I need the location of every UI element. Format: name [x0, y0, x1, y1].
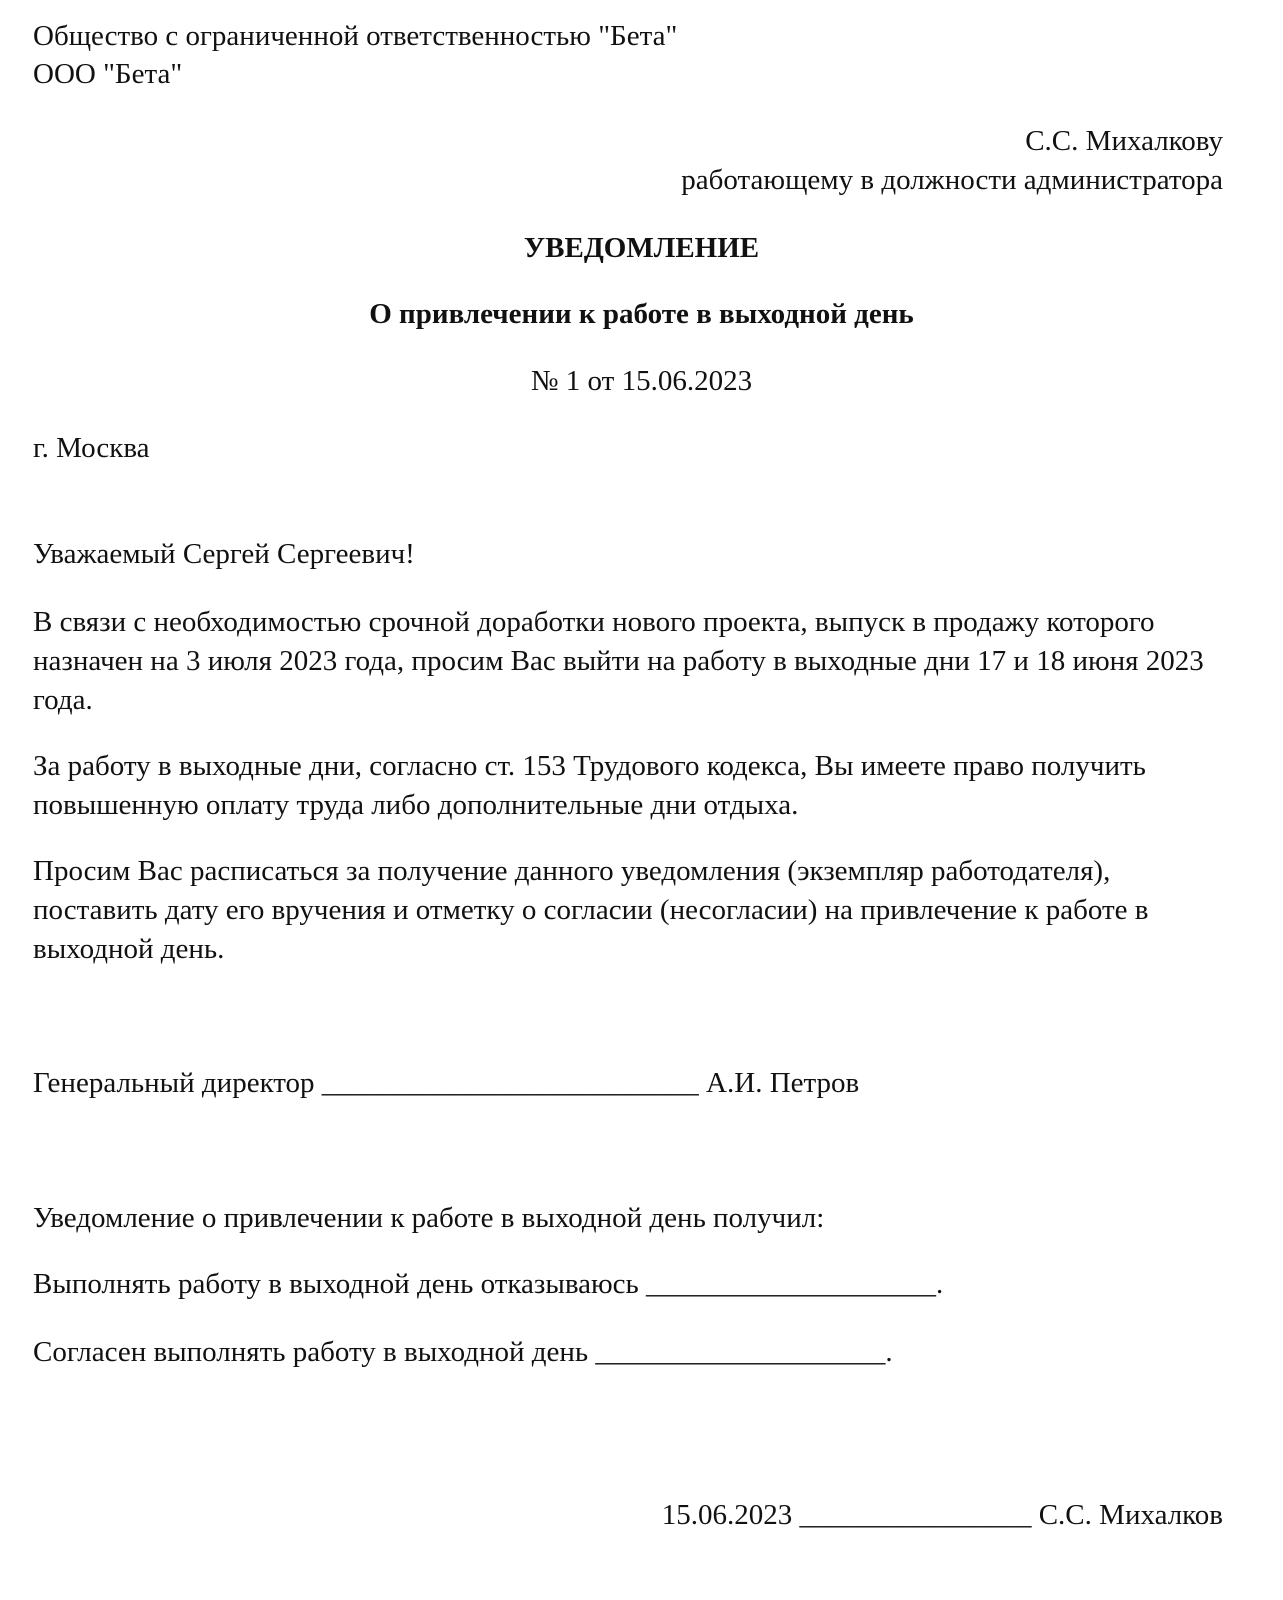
- greeting: Уважаемый Сергей Сергеевич!: [33, 538, 415, 570]
- body-paragraph-3: Просим Вас расписаться за получение данного уведомления (экземпляр работодателя), поставить дату его вручения и отметку о согласии (несогласии) на привлечение к работе в выходной день.: [33, 855, 1149, 965]
- org-short-name: ООО "Бета": [33, 58, 183, 90]
- footer-date-signature: 15.06.2023 ________________ С.С. Михалков: [661, 1499, 1223, 1531]
- document-subtitle: О привлечении к работе в выходной день: [369, 298, 914, 330]
- acknowledgement-received: Уведомление о привлечении к работе в выходной день получил:: [33, 1202, 825, 1234]
- document-title: УВЕДОМЛЕНИЕ: [523, 232, 760, 264]
- addressee-position: работающему в должности администратора: [681, 164, 1223, 196]
- org-full-name: Общество с ограниченной ответственностью "Бета": [33, 20, 678, 52]
- document-city: г. Москва: [33, 432, 150, 464]
- director-signature-line: Генеральный директор __________________________ А.И. Петров: [33, 1067, 860, 1099]
- document-number-date: № 1 от 15.06.2023: [530, 365, 753, 397]
- body-paragraph-2: За работу в выходные дни, согласно ст. 153 Трудового кодекса, Вы имеете право получить повышенную оплату труда либо дополнительные дни отдыха.: [33, 750, 1146, 821]
- addressee-name: С.С. Михалкову: [1025, 125, 1223, 157]
- body-paragraph-1: В связи с необходимостью срочной доработки нового проекта, выпуск в продажу которого назначен на 3 июля 2023 года, просим Вас выйти на работу в выходные дни 17 и 18 июня 2023 года.: [33, 606, 1204, 716]
- acknowledgement-agree: Согласен выполнять работу в выходной день ____________________.: [33, 1336, 893, 1368]
- acknowledgement-refuse: Выполнять работу в выходной день отказываюсь ____________________.: [33, 1268, 944, 1300]
